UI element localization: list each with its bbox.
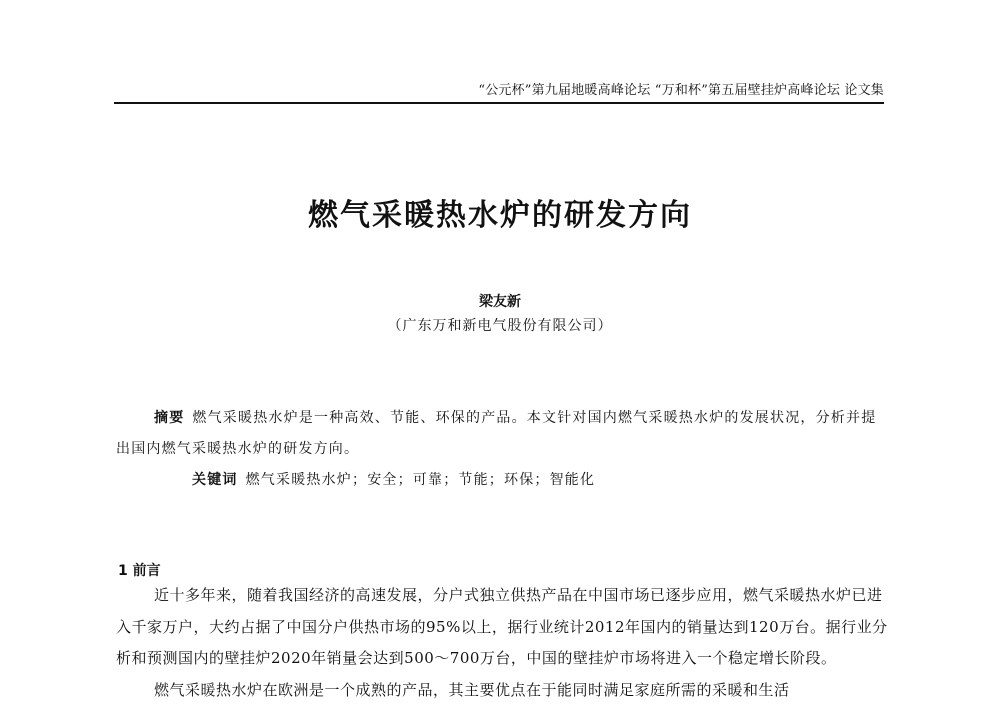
section-heading-intro: 1 前言: [118, 563, 161, 579]
author-affiliation: （广东万和新电气股份有限公司）: [387, 318, 613, 334]
keywords-text: 燃气采暖热水炉；安全；可靠；节能；环保；智能化: [245, 472, 596, 488]
author-name: 梁友新: [479, 294, 521, 310]
running-header: “公元杯”第九届地暖高峰论坛 “万和杯”第五届壁挂炉高峰论坛 论文集: [478, 83, 884, 98]
body-paragraph: 燃气采暖热水炉在欧洲是一个成熟的产品，其主要优点在于能同时满足家庭所需的采暖和生活: [154, 680, 790, 699]
keywords-line: [116, 465, 888, 496]
body-paragraph: 近十多年来，随着我国经济的高速发展，分户式独立供热产品在中国市场已逐步应用，燃气采暖热水炉已进入千家万户，大约占据了中国分户供热市场的95%以上，据行业统计2012年国内的销量达到120万台。据行业分析和预测国内的壁挂炉2020年销量会达到500～700万台，中国的壁挂炉市场将进入一个稳定增长阶段。: [116, 586, 888, 667]
keywords-label: 关键词: [192, 472, 238, 488]
header-rule: [114, 102, 884, 104]
abstract-block: [116, 403, 888, 496]
abstract-paragraph: [116, 403, 888, 465]
paper-title: 燃气采暖热水炉的研发方向: [308, 198, 692, 233]
section-body-intro: [116, 580, 888, 706]
abstract-label: 摘要: [154, 410, 185, 426]
abstract-text: 燃气采暖热水炉是一种高效、节能、环保的产品。本文针对国内燃气采暖热水炉的发展状况，分析并提出国内燃气采暖热水炉的研发方向。: [116, 410, 877, 457]
